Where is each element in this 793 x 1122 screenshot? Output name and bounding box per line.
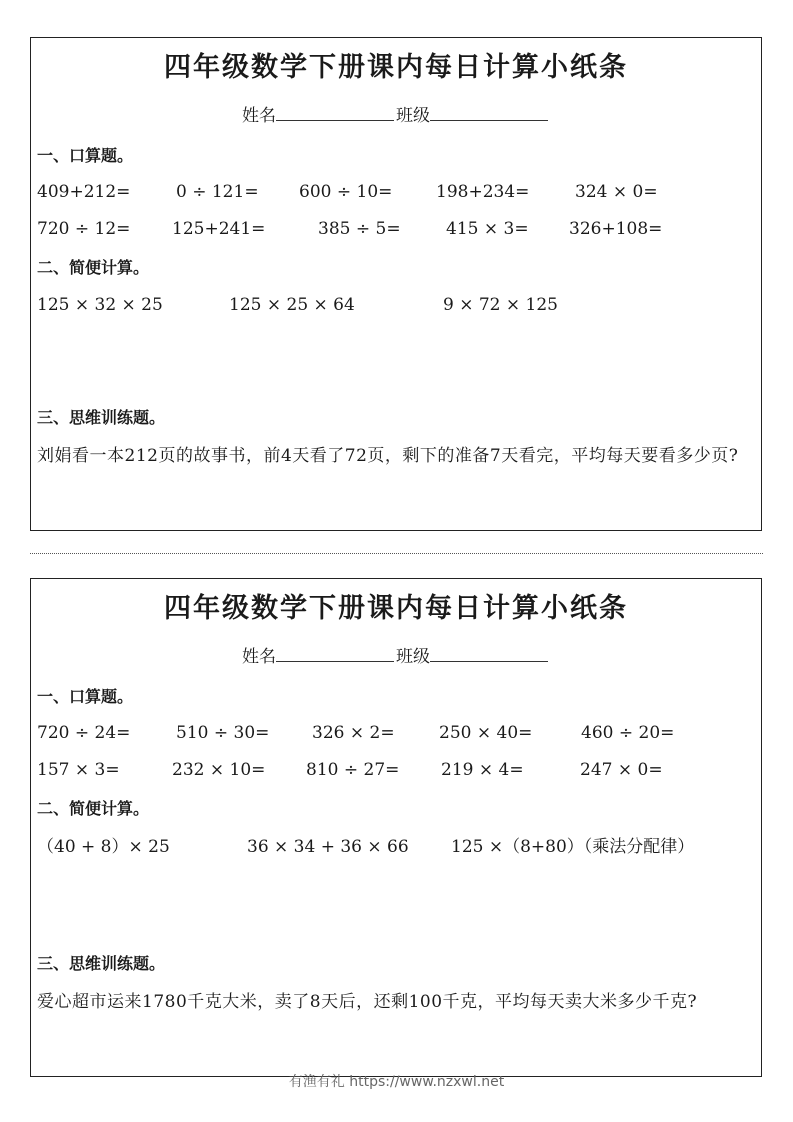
student-info-row xyxy=(31,106,761,125)
oral-problem: 415 × 3= xyxy=(446,219,529,239)
oral-row-2 xyxy=(31,762,761,784)
simple-calc-problem: 125 × 25 × 64 xyxy=(229,295,355,315)
cut-line xyxy=(30,553,763,554)
thinking-heading: 三、思维训练题。 xyxy=(37,408,166,427)
class-blank[interactable] xyxy=(430,106,548,121)
footer-watermark: 有渔有礼 https://www.nzxwl.net xyxy=(288,1074,505,1090)
name-blank[interactable] xyxy=(276,106,394,121)
simple-calc-problem: （40 + 8）× 25 xyxy=(37,837,170,857)
oral-problem: 510 ÷ 30= xyxy=(176,723,270,743)
worksheet-title: 四年级数学下册课内每日计算小纸条 xyxy=(164,52,628,83)
oral-heading: 一、口算题。 xyxy=(37,687,134,706)
oral-problem: 720 ÷ 12= xyxy=(37,219,131,239)
word-problem: 刘娟看一本212页的故事书，前4天看了72页，剩下的准备7天看完，平均每天要看多少页? xyxy=(37,446,739,466)
thinking-heading: 三、思维训练题。 xyxy=(37,954,166,973)
class-label: 班级 xyxy=(396,647,430,667)
oral-row-1 xyxy=(31,725,761,747)
oral-problem: 385 ÷ 5= xyxy=(318,219,401,239)
oral-problem: 810 ÷ 27= xyxy=(306,760,400,780)
oral-problem: 720 ÷ 24= xyxy=(37,723,131,743)
worksheet-card-1 xyxy=(30,37,762,531)
student-info-row xyxy=(31,647,761,666)
oral-problem: 326+108= xyxy=(569,219,663,239)
oral-problem: 198+234= xyxy=(436,182,530,202)
name-blank[interactable] xyxy=(276,647,394,662)
oral-problem: 326 × 2= xyxy=(312,723,395,743)
simple-calc-problem: 125 × 32 × 25 xyxy=(37,295,163,315)
oral-problem: 409+212= xyxy=(37,182,131,202)
simple-calc-row xyxy=(31,839,761,861)
oral-problem: 0 ÷ 121= xyxy=(176,182,259,202)
oral-problem: 219 × 4= xyxy=(441,760,524,780)
class-label: 班级 xyxy=(396,106,430,126)
worksheet-card-2 xyxy=(30,578,762,1077)
simple-calc-heading: 二、简便计算。 xyxy=(37,258,150,277)
oral-row-2 xyxy=(31,221,761,243)
oral-problem: 250 × 40= xyxy=(439,723,533,743)
oral-problem: 600 ÷ 10= xyxy=(299,182,393,202)
name-label: 姓名 xyxy=(242,106,276,126)
oral-problem: 247 × 0= xyxy=(580,760,663,780)
oral-problem: 460 ÷ 20= xyxy=(581,723,675,743)
class-blank[interactable] xyxy=(430,647,548,662)
oral-row-1 xyxy=(31,184,761,206)
oral-problem: 125+241= xyxy=(172,219,266,239)
word-problem: 爱心超市运来1780千克大米，卖了8天后，还剩100千克，平均每天卖大米多少千克? xyxy=(37,992,698,1012)
simple-calc-problem: 9 × 72 × 125 xyxy=(443,295,558,315)
simple-calc-heading: 二、简便计算。 xyxy=(37,799,150,818)
simple-calc-row xyxy=(31,297,761,319)
simple-calc-problem: 125 ×（8+80）（乘法分配律） xyxy=(451,837,695,857)
simple-calc-problem: 36 × 34 + 36 × 66 xyxy=(247,837,409,857)
oral-problem: 324 × 0= xyxy=(575,182,658,202)
oral-heading: 一、口算题。 xyxy=(37,146,134,165)
oral-problem: 232 × 10= xyxy=(172,760,266,780)
worksheet-title: 四年级数学下册课内每日计算小纸条 xyxy=(164,593,628,624)
oral-problem: 157 × 3= xyxy=(37,760,120,780)
name-label: 姓名 xyxy=(242,647,276,667)
